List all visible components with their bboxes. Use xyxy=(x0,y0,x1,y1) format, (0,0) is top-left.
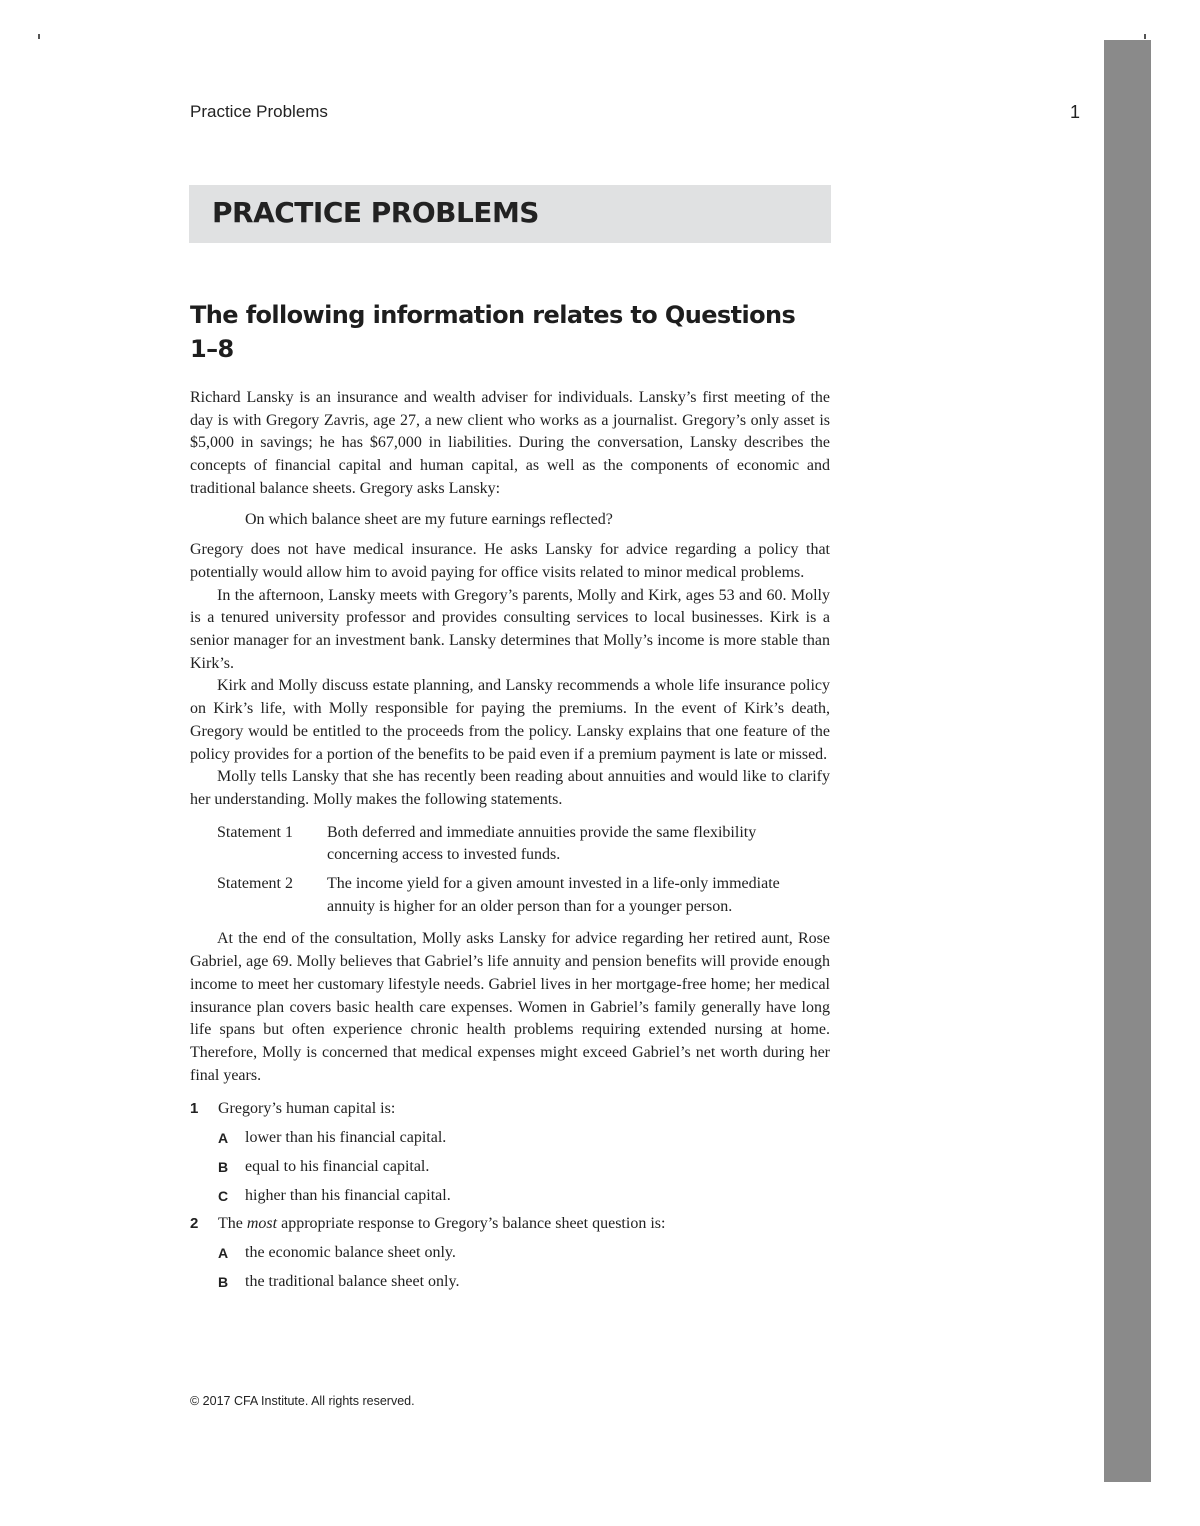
answer-option xyxy=(218,1242,830,1265)
crop-mark-left xyxy=(38,34,40,39)
running-head: Practice Problems xyxy=(190,102,328,121)
stem-text: The xyxy=(218,1215,247,1233)
answer-option xyxy=(218,1127,830,1150)
question-set-heading: The following information relates to Questions 1–8 xyxy=(190,301,796,363)
quoted-question: On which balance sheet are my future earnings reflected? xyxy=(245,510,613,528)
statement-label: Statement 2 xyxy=(217,875,293,893)
stem-emphasis: most xyxy=(246,1215,278,1233)
section-title: PRACTICE PROBLEMS xyxy=(212,196,539,229)
copyright-footer: © 2017 CFA Institute. All rights reserved. xyxy=(190,1394,415,1408)
paragraph: Richard Lansky is an insurance and wealth adviser for individuals. Lansky’s first meeting of the day is with Gregory Zavris, age 27, a new client who works as a journalist. Gregory’s only asset is $5,000 in savings; he has $67,000 in liabilities. During the conversation, Lansky describes the concepts of financial capital and human capital, as well as the components of economic and traditional balance sheets. Gregory asks Lansky: xyxy=(190,389,830,497)
questions-list xyxy=(190,1098,830,1293)
option-text: the traditional balance sheet only. xyxy=(245,1272,460,1290)
crop-mark-right xyxy=(1144,34,1146,39)
statement-item xyxy=(217,822,830,867)
paragraph: Gregory does not have medical insurance. He asks Lansky for advice regarding a policy that potentially would allow him to avoid paying for office visits related to minor medical problems. xyxy=(190,541,830,581)
body-text xyxy=(190,387,830,1299)
question-number: 1 xyxy=(190,1100,199,1118)
question-item xyxy=(190,1098,830,1121)
option-text: the economic balance sheet only. xyxy=(245,1243,456,1261)
option-text: lower than his financial capital. xyxy=(245,1129,447,1147)
statements-list xyxy=(217,822,830,919)
option-letter: B xyxy=(218,1158,229,1175)
option-text: higher than his financial capital. xyxy=(245,1186,451,1204)
question-stem: Gregory’s human capital is: xyxy=(218,1100,396,1118)
paragraph: Molly tells Lansky that she has recently been reading about annuities and would like to clarify her understanding. Molly makes the following statements. xyxy=(190,768,830,808)
option-letter: B xyxy=(218,1273,229,1290)
statement-text: Both deferred and immediate annuities provide the same flexibility concerning access to invested funds. xyxy=(327,823,757,864)
paragraph: At the end of the consultation, Molly asks Lansky for advice regarding her retired aunt, Rose Gabriel, age 69. Molly believes that Gabriel’s life annuity and pension benefits will provide enough income to meet her customary lifestyle needs. Gabriel lives in her mortgage-free home; her medical insurance plan covers basic health care expenses. Women in Gabriel’s family generally have long life spans but often experience chronic health problems requiring extended nursing at home. Therefore, Molly is concerned that medical expenses might exceed Gabriel’s net worth during her final years. xyxy=(190,930,830,1084)
statement-text: The income yield for a given amount invested in a life-only immediate annuity is higher for an older person than for a younger person. xyxy=(327,875,780,915)
page-number: 1 xyxy=(1070,102,1081,122)
statement-item xyxy=(217,873,830,918)
statement-label: Statement 1 xyxy=(217,823,293,841)
paragraph: Kirk and Molly discuss estate planning, and Lansky recommends a whole life insurance policy on Kirk’s life, with Molly responsible for paying the premiums. In the event of Kirk’s death, Gregory would be entitled to the proceeds from the policy. Lansky explains that one feature of the policy provides for a portion of the benefits to be paid even if a premium payment is late or missed. xyxy=(190,677,830,763)
paragraph: In the afternoon, Lansky meets with Gregory’s parents, Molly and Kirk, ages 53 and 60. Molly is a tenured university professor and provides consulting services to local businesses. Kirk is a senior manager for an investment bank. Lansky determines that Molly’s income is more stable than Kirk’s. xyxy=(190,586,830,672)
section-banner xyxy=(189,185,831,243)
question-stem xyxy=(218,1213,665,1236)
option-letter: C xyxy=(218,1187,229,1204)
option-letter: A xyxy=(218,1244,229,1261)
question-number: 2 xyxy=(190,1215,199,1233)
question-item xyxy=(190,1213,830,1236)
option-text: equal to his financial capital. xyxy=(245,1157,430,1175)
side-tab-bar xyxy=(1104,40,1151,1482)
option-letter: A xyxy=(218,1130,229,1147)
stem-text: appropriate response to Gregory’s balance sheet question is: xyxy=(277,1215,666,1233)
answer-option xyxy=(218,1271,830,1294)
answer-option xyxy=(218,1185,830,1208)
answer-option xyxy=(218,1156,830,1179)
